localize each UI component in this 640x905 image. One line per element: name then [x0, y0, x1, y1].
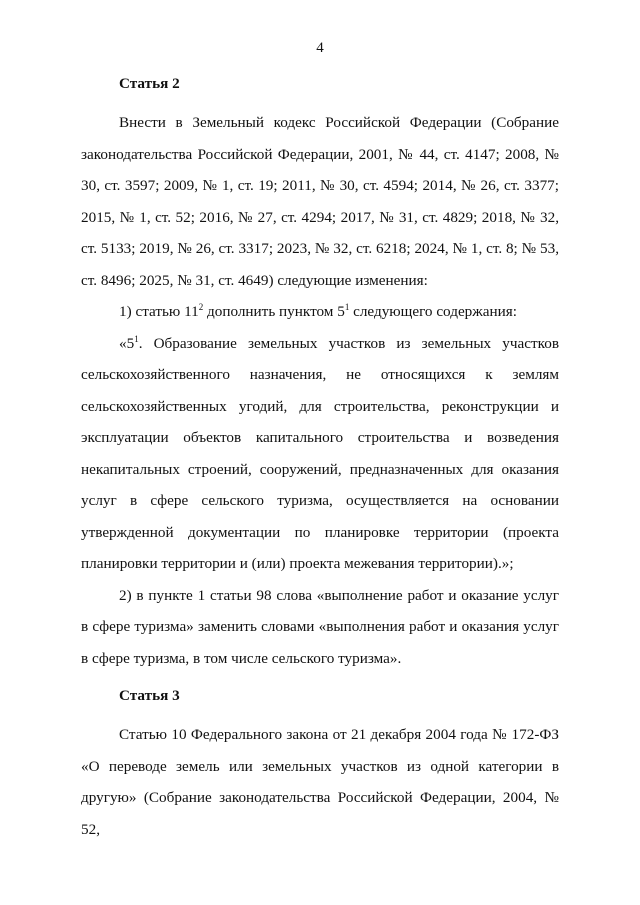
article-3-heading: Статья 3: [119, 687, 180, 704]
page-number: 4: [316, 40, 324, 56]
article-2-heading: Статья 2: [119, 75, 180, 92]
item-1-sup-1: 2: [198, 302, 204, 312]
document-body: [81, 69, 559, 845]
item-1-sup-2: 1: [344, 302, 350, 312]
article-2-quote: [81, 328, 559, 580]
article-2-intro: Внести в Земельный кодекс Российской Федерации (Собрание законодательства Российской Федерации, 2001, № 44, ст. 4147; 2008, № 30, ст. 3597; 2009, № 1, ст. 19; 2011, № 30, ст. 4594; 2014, № 26, ст. 3377; 2015, № 1, ст. 52; 2016, № 27, ст. 4294; 2017, № 31, ст. 4829; 2018, № 32, ст. 5133; 2019, № 26, ст. 3317; 2023, № 32, ст. 6218; 2024, № 1, ст. 8; № 53, ст. 8496; 2025, № 31, ст. 4649) следующие изменения:: [81, 114, 559, 289]
quote-prefix: «5: [119, 334, 135, 352]
article-2-item-2: 2) в пункте 1 статьи 98 слова «выполнение работ и оказание услуг в сфере туризма» заменить словами «выполнения работ и оказания услуг в сфере туризма, в том числе сельского туризма».: [81, 586, 559, 667]
quote-text: . Образование земельных участков из земельных участков сельскохозяйственного назначения, не относящихся к землям сельскохозяйственных угодий, для строительства, реконструкции и эксплуатации объектов капитального строительства и возведения некапитальных строений, сооружений, предназначенных для оказания услуг в сфере сельского туризма, осуществляется на основании утвержденной документации по планировке территории (проекта планировки территории и (или) проекта межевания территории).»;: [81, 334, 559, 572]
article-2-item-1: [81, 296, 559, 328]
item-1-suffix: следующего содержания:: [349, 303, 517, 320]
article-3-text: Статью 10 Федерального закона от 21 декабря 2004 года № 172-ФЗ «О переводе земель или земельных участков из одной категории в другую» (Собрание законодательства Российской Федерации, 2004, № 52,: [81, 726, 559, 838]
quote-sup: 1: [134, 333, 139, 344]
item-1-prefix: 1) статью 11: [119, 303, 199, 320]
item-1-middle: дополнить пунктом 5: [203, 303, 345, 320]
